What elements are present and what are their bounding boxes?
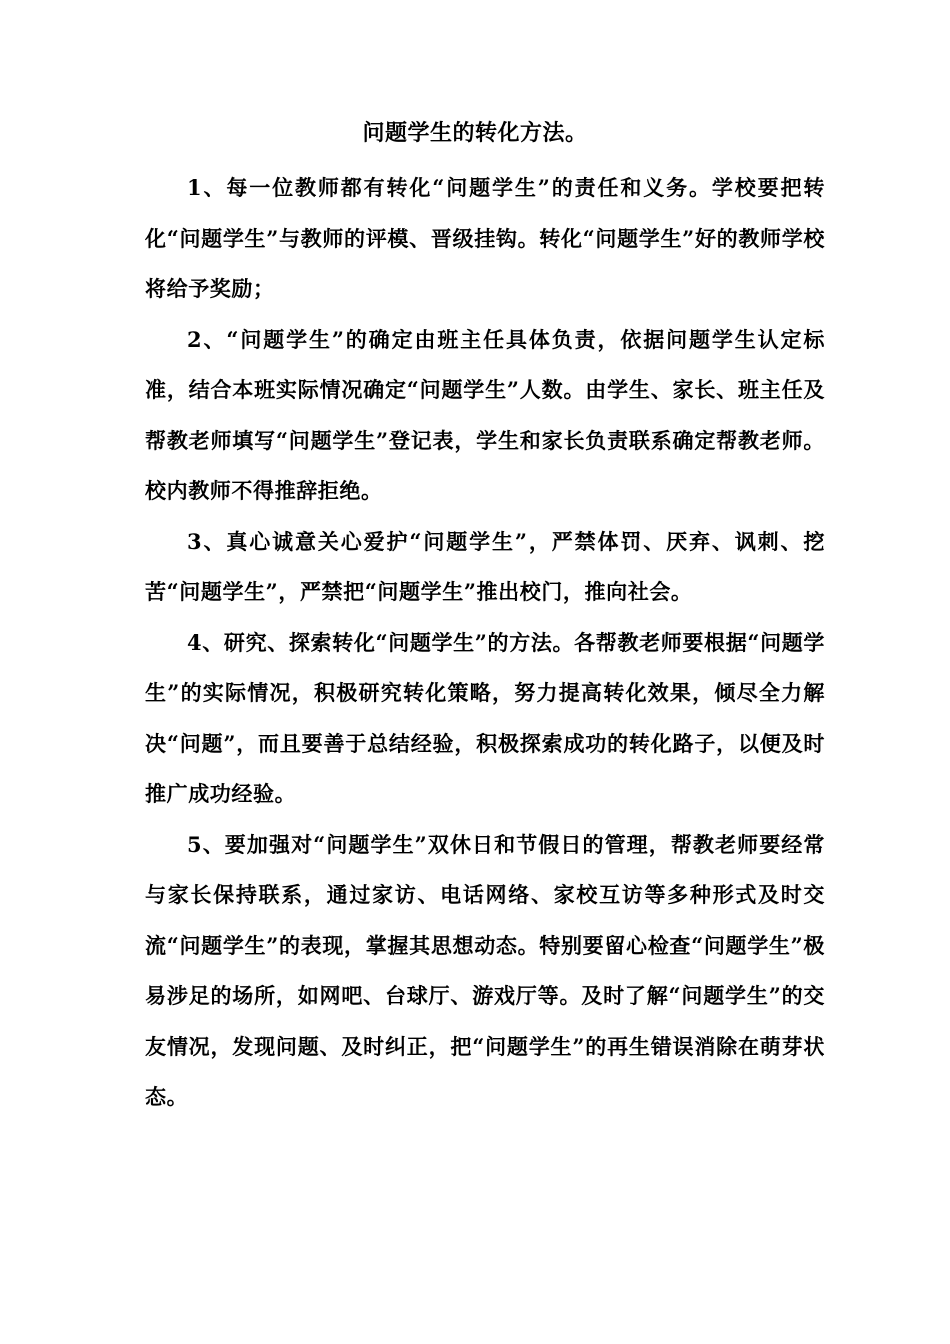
paragraph-5: 5、要加强对“问题学生”双休日和节假日的管理，帮教老师要经常与家长保持联系，通过家访、电话网络、家校互访等多种形式及时交流“问题学生”的表现，掌握其思想动态。特别要留心检查“问题学生”极易涉足的场所，如网吧、台球厅、游戏厅等。及时了解“问题学生”的交友情况，发现问题、及时纠正，把“问题学生”的再生错误消除在萌芽状态。 <box>145 831 825 1109</box>
paragraph-4: 4、研究、探索转化“问题学生”的方法。各帮教老师要根据“问题学生”的实际情况，积极研究转化策略，努力提高转化效果，倾尽全力解决“问题”，而且要善于总结经验，积极探索成功的转化路子，以便及时推广成功经验。 <box>145 629 825 806</box>
paragraph-2: 2、“问题学生”的确定由班主任具体负责，依据问题学生认定标准，结合本班实际情况确定“问题学生”人数。由学生、家长、班主任及帮教老师填写“问题学生”登记表，学生和家长负责联系确定帮教老师。校内教师不得推辞拒绝。 <box>145 326 825 503</box>
document-body <box>145 163 825 1123</box>
document-title: 问题学生的转化方法。 <box>362 120 588 146</box>
paragraph-3: 3、真心诚意关心爱护“问题学生”，严禁体罚、厌弃、讽刺、挖苦“问题学生”，严禁把“问题学生”推出校门，推向社会。 <box>145 528 825 604</box>
paragraph-1: 1、每一位教师都有转化“问题学生”的责任和义务。学校要把转化“问题学生”与教师的评模、晋级挂钩。转化“问题学生”好的教师学校将给予奖励； <box>145 175 825 301</box>
